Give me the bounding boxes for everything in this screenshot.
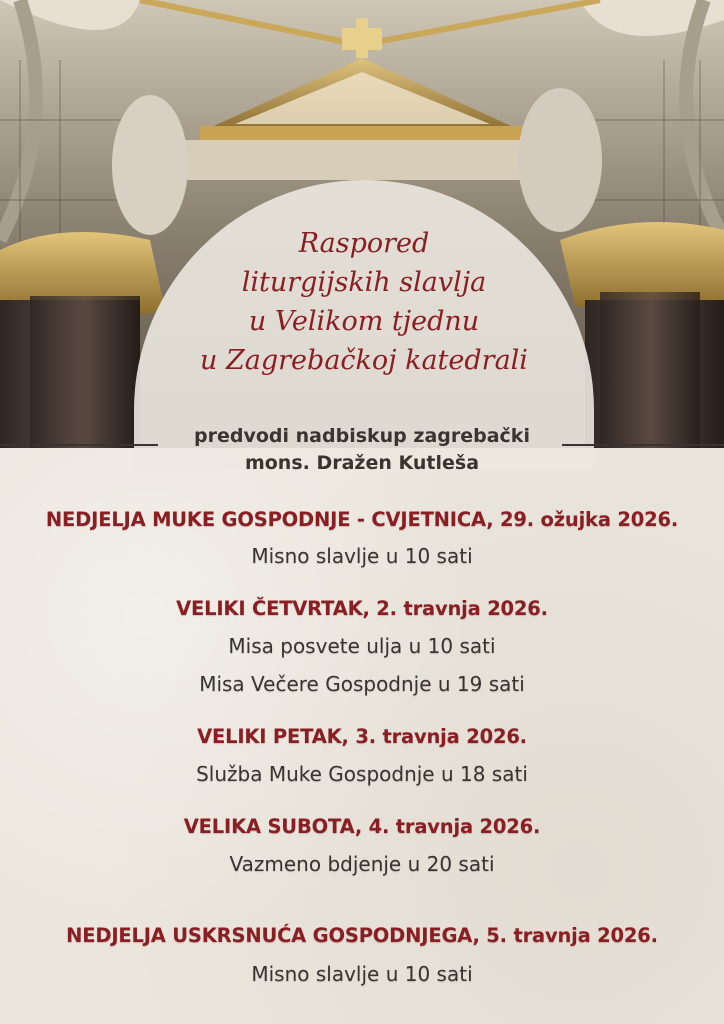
- title-line: u Velikom tjednu: [248, 306, 480, 337]
- title-line: Raspored: [298, 228, 430, 259]
- event-time: Misa posvete ulja u 10 sati: [228, 634, 496, 658]
- event-time: Vazmeno bdjenje u 20 sati: [229, 852, 495, 876]
- poster-title: [134, 224, 594, 380]
- title-line: u Zagrebačkoj katedrali: [200, 345, 528, 376]
- event-heading-good-friday: VELIKI PETAK, 3. travnja 2026.: [197, 725, 527, 748]
- event-time: Misno slavlje u 10 sati: [251, 962, 473, 986]
- presider-name: mons. Dražen Kutleša: [244, 452, 480, 474]
- event-time: Misa Večere Gospodnje u 19 sati: [199, 672, 525, 696]
- presider-line: predvodi nadbiskup zagrebački: [194, 425, 530, 447]
- event-time: Služba Muke Gospodnje u 18 sati: [196, 762, 528, 786]
- event-heading-holy-thursday: VELIKI ČETVRTAK, 2. travnja 2026.: [176, 597, 548, 620]
- event-heading-easter-sunday: NEDJELJA USKRSNUĆA GOSPODNJEGA, 5. travnja 2026.: [66, 924, 658, 947]
- event-heading-palm-sunday: NEDJELJA MUKE GOSPODNJE - CVJETNICA, 29. ožujka 2026.: [45, 508, 679, 531]
- event-time: Misno slavlje u 10 sati: [251, 544, 473, 568]
- title-line: liturgijskih slavlja: [241, 267, 487, 298]
- event-heading-holy-saturday: VELIKA SUBOTA, 4. travnja 2026.: [183, 815, 541, 838]
